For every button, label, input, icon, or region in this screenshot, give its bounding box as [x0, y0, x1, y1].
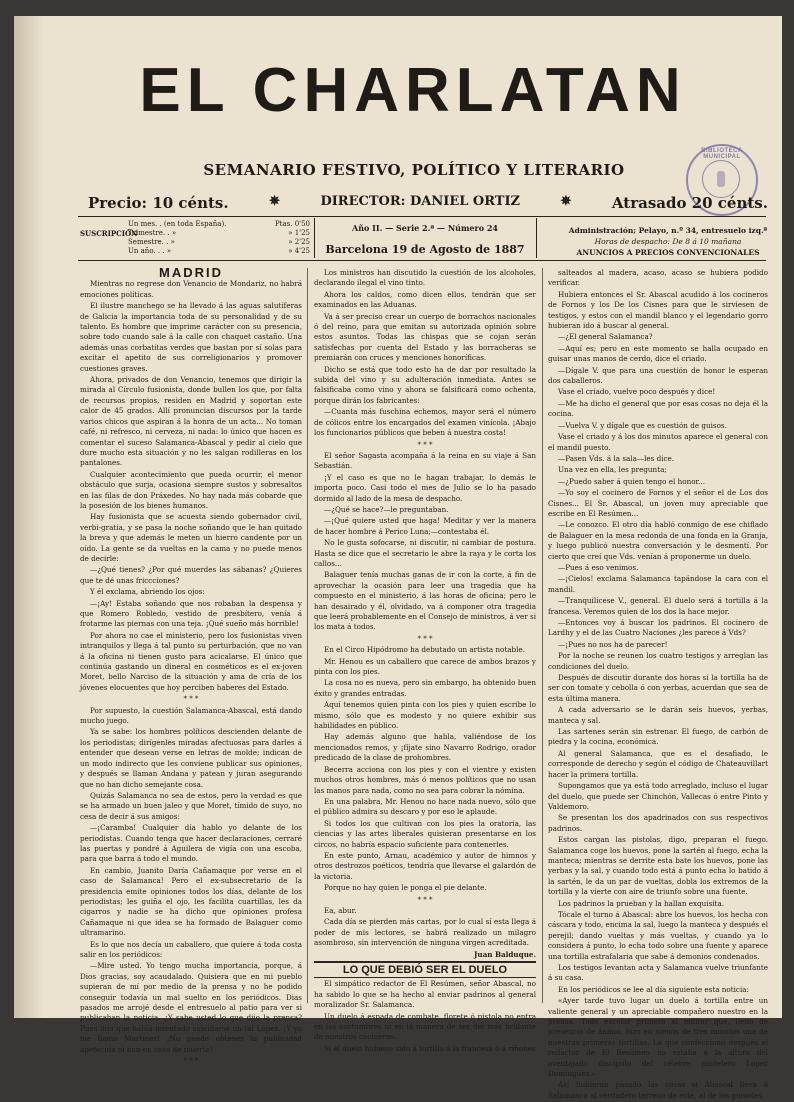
section-separator: * * *: [417, 440, 433, 449]
paragraph: Becerra acciona con los pies y con el vientre y existen muchos otros hombres, más ó menos políticos que no usan las manos para nada, como no sea para cobrar la nómina.: [314, 764, 536, 795]
section-separator: * * *: [183, 1057, 199, 1066]
header-rule-bottom: [78, 260, 766, 261]
paragraph: Estos cargan las pistolas, digo, preparan el fuego. Salamanca coge los huevos, pone la sartén al fuego, echa la manteca; mientras se derrite esta bate los huevos, pone las yerbas y la sal, y cuando todo está á punto echa lo batido á la sartén, le da un par de vueltas, dobla los extremos de la tortilla y la vierte con aire de triunfo sobre una fuente.: [548, 835, 768, 897]
paragraph: «Ayer tarde tuvo lugar un duelo á tortilla entre un valiente general y un apreciable compañero nuestro en la prensa. Todo escolar primero al militar que, lleno de presencia de ánimo, hizo en menos de tres minutos una de nuestras primeras tortillas. La que confeccionó después el redactor de El Resúmen no estaba á la altura del aventajado discípulo del célebre pastelero Lopez Dominguez.»: [548, 996, 768, 1079]
issue-info: [320, 223, 530, 256]
paragraph: —Me ha dicho el general que por esas cosas no deja él la cocina.: [548, 398, 768, 419]
stamp-emblem-icon: [717, 171, 725, 187]
paragraph: En una palabra, Mr. Henou no hace nada nuevo, sólo que el público admira su descaro y por eso le aplaude.: [314, 796, 536, 817]
paragraph: —Mire usted. Yo tengo mucha importancia, porque, á Dios gracias, soy acaudalado. Quisiera que en mi pueblo supieran de mí por medio de la prensa y no he podido conseguir todavía un mal suelto en los periódicos. Dias pasados me arrojé desde el entresuelo al patio para ver si publicaban la noticia. ¿Y sabe usted lo que dijo la prensa? Pues dijo que había intentado suicidarse un tal López. ¡Y yo me llamo Martínez! ¡No puede obtener la publicidad apetecida ni aun en caso de muerte!: [80, 961, 302, 1054]
column-middle: [314, 268, 536, 1055]
paragraph: Supongamos que ya está todo arreglado, incluso el lugar del duelo, que puede ser Chinchón, Vallecas ó entre Pinto y Valdemoro.: [548, 781, 768, 811]
paragraph: Es lo que nos decía un caballero, que quiere á toda costa salir en los periódicos:: [80, 939, 302, 959]
paragraph: —Le conozco. El otro día habló conmigo de ese chiflado de Balaguer en la mesa redonda de una fonda en la Granja, y luego publicó nuestra conversación y le desmentí. Por cierto que creí que Vds. venían á proponerme un duelo.: [548, 520, 768, 561]
paragraph: Va á ser preciso crear un cuerpo de borrachos nacionales ó del reino, para que emitan su autorizada opinión sobre estos asuntos. Todas las chispas que se cojan serán satisfechas por cuenta del Estado y las borracheras se premiarán con cruces y menciones honoríficas.: [314, 311, 536, 363]
paragraph: —¡Ay! Estaba soñando que nos robaban la despensa y que Romero Robledo, vestido de presbítero, venía á frotarme las piernas con una teja. ¡Qué sueño más horrible!: [80, 598, 302, 629]
paragraph: —Yo soy el cocinero de Fornos y el señor el de Los dos Cisnes... El Sr. Abascal, un joven muy apreciable que escribe en El Resúmen...: [548, 488, 768, 518]
subscription-row: Semestre. . » » 2'25: [128, 238, 310, 246]
paragraph: —¿El general Salamanca?: [558, 332, 653, 342]
paragraph: Vase el criado, vuelve poco después y dice!: [558, 387, 716, 397]
paragraph: Quizás Salamanca no sea de estos, pero la verdad es que se ha armado un buen jaleo y que Moret, tímido de suyo, no cesa de decir á sus amigos:: [80, 790, 302, 821]
paragraph: En el Circo Hipódromo ha debutado un artista notable.: [324, 645, 525, 655]
paragraph: Por ahora no cae el ministerio, pero los fusionistas viven intranquilos y llega á tal punto su perturbación, que no van á la oficina ni tienen gusto para acicalarse. El único que continúa gastando un dineral en cosméticos es el ex-joven Moret, bello Narciso de la situación y ama de cría de los jóvenes elocuentes que hoy perciben haberes del Estado.: [80, 630, 302, 692]
subscription-label: SUSCRIPCIÓN: [80, 229, 138, 238]
admin-ads: ANUNCIOS A PRECIOS CONVENCIONALES: [576, 248, 760, 257]
subscription-row: Un año. . . » » 4'25: [128, 247, 310, 255]
paragraph: Las sartenes serán sin estrenar. El fuego, de carbón de piedra y la cocina, económica.: [548, 727, 768, 747]
paragraph: —¡Qué quiere usted que haga! Meditar y ver la manera de hacer hombre á Perico Luna;—contestaba él.: [314, 516, 536, 536]
paragraph: No le gusta sofocarse, ni discutir, ni cambiar de postura. Hasta se dice que el secretario le abre la raya y le corta los callos...: [314, 538, 536, 568]
paragraph: Después de discutir durante dos horas si la tortilla ha de ser con tomate y cebolla ó con yerbas, acuerdan que sea de esta última manera.: [548, 673, 768, 703]
paragraph: Ea, abur.: [324, 905, 357, 915]
paragraph: Un duelo á espada de combate, florete ó pistola no entra en las costumbres ni en la manera de ser del más brillante de nuestros cocineros.: [314, 1011, 536, 1042]
paragraph: Vase el criado y á los dos minutos aparece el general con el mandil puesto.: [548, 432, 768, 452]
column-right: [548, 268, 768, 1102]
paragraph: A cada adversario se le darán seis huevos, yerbas, manteca y sal.: [548, 705, 768, 725]
section-separator: * * *: [417, 895, 433, 904]
paragraph: Hay fusionista que se acuesta siendo gobernador civil, verbi-gratia, y se pasa la noche soñando que le han quitado la breva y que además le meten un hierro candente por un oído. La gente se da vueltas en la cama y no puede menos de decirle:: [80, 512, 302, 563]
admin-address: Administración; Pelayo, n.º 34, entresuelo izq.ª: [568, 226, 768, 235]
paragraph: En este punto, Arnau, académico y autor de himnos y otros destrozos poéticos, tendría que llevarse el galardón de la victoria.: [314, 850, 536, 881]
header-rule-top: [78, 216, 766, 217]
stamp-text: BIBLIOTECA MUNICIPAL: [701, 148, 743, 160]
paragraph: —¡Cielos! exclama Salamanca tapándose la cara con el mandil.: [548, 574, 768, 594]
paragraph: Se presentan los dos apadrinados con sus respectivos padrinos.: [548, 813, 768, 833]
paragraph: El ilustre manchego se ha llevado á las aguas salutíferas de Galicia la importancia toda de su personalidad y de su talento. Es hombre que imprime carácter con su presencia, sobre todo cuando sale á la calle con chaquet castaño. Una además unas corbatitas verdes que bastan por sí solas para excitar el apetito de sus correligionarios y promover cuestiones graves.: [80, 301, 302, 373]
paragraph: —Tranquilícese V., general. El duelo será á tortilla á la francesa. Veremos quien de los dos la hace mejor.: [548, 596, 768, 616]
paragraph: Aquí tenemos quien pinta con los pies y quien escribe lo mismo, sólo que es modesto y no quiere exhibir sus habilidades en público.: [314, 700, 536, 731]
page-edge-shadow: [14, 16, 44, 1018]
administration-info: [568, 225, 768, 258]
paragraph: —Cuanta más fuschina echemos, mayor será el número de cólicos entre los encargados del examen vinícola. ¡Abajo los funcionarios públicos que beben á nuestra costa!: [314, 407, 536, 438]
paragraph: Porque no hay quien le ponga el pie delante.: [324, 883, 487, 893]
paragraph: Ahora, privados de don Venancio, tenemos que dirigir la mirada al Círculo fusionista, donde bullen los que, por falta de recursos propios, residen en Madrid y soportan este calor de 45 grados. Allí pronuncian discursos por la tarde varios chicos que aspiran á la honra de un acta... No toman café, ni refresco, ni cerveza, ni nada: lo único que hacen es comentar el suceso Salamanca-Abascal y pedir al cielo que dure mucho esta situación y no les salgan rodilleras en los pantalones.: [80, 375, 302, 468]
director-label: DIRECTOR: DANIEL ORTIZ: [320, 194, 521, 209]
paragraph: —¿Qué tienes? ¿Por qué muerdes las sábanas? ¿Quieres que te dé unas friccciones?: [80, 565, 302, 585]
header-divider: [314, 218, 315, 258]
paragraph: Si todos los que cultivan con los pies la oratoria, las ciencias y las artes liberales quisieran presentarse en los circos, no habría espacio suficiente para contenerles.: [314, 818, 536, 849]
paragraph: Una vez en ella, les pregunta;: [558, 465, 667, 475]
late-issue-price: Atrasado 20 cénts.: [611, 194, 768, 212]
paragraph: Tócale el turno á Abascal: abre los huevos, los hecha con cáscara y todo, encima la sal, luego la manteca y después el perejil; dando vueltas y más vueltas, y cuando ya lo considera á punto, lo echa todo sobre una fuente y aparece una tortilla estrafalaria que sabe á demonios condenados.: [548, 909, 768, 961]
paragraph: Los padrinos la prueban y la hallan exquisita.: [558, 898, 725, 908]
paragraph: Por supuesto, la cuestión Salamanca-Abascal, está dando mucho juego.: [80, 705, 302, 726]
admin-hours: Horas de despacho: De 8 á 10 mañana: [594, 237, 742, 246]
info-bar: [88, 194, 768, 212]
ornament-icon: ✵: [269, 194, 280, 209]
paragraph: La cosa no es nueva, pero sin embargo, ha obtenido buen éxito y grandes entradas.: [314, 678, 536, 698]
column-divider: [542, 268, 543, 1003]
paragraph: Así hubieran pasado las cosas si Abascal lleva á Salamanca al verdadero terreno de este, al de los guisotes.: [548, 1080, 768, 1100]
paragraph: salteados al madera, acaso, acaso se hubiera podido verificar.: [548, 268, 768, 288]
issue-number: Año II. — Serie 2.ª — Número 24: [352, 223, 498, 233]
paragraph: —Pasen Vds. á la sala—les dice.: [558, 453, 675, 463]
paragraph: —Entonces voy á buscar los padrinos. El cocinero de Lardhy y el de las Cuatro Naciones ¿les parece á Vds?: [548, 618, 768, 638]
header-divider: [536, 218, 537, 258]
paragraph: Cualquier acontecimiento que pueda ocurrir, el menor obstáculo que surja, ocasiona siempre sustos y sobresaltos en las filas de don Práxedes. No hay nada más cobarde que la posesión de los bienes humanos.: [80, 469, 302, 510]
column-madrid: [80, 265, 302, 1067]
masthead-title: EL CHARLATAN: [139, 56, 687, 125]
paragraph: Al general Salamanca, que es el desafiado, le corresponde de derecho y según el código de Chateauvillart hacer la primera tortilla.: [548, 748, 768, 779]
paragraph: Por la noche se reunen los cuatro testigos y arreglan las condiciones del duelo.: [548, 651, 768, 671]
paragraph: Cada día se pierden más cartas, por lo cual sí esta llega á poder de mis lectores, se habrá realizado un milagro asombroso, sin intervención de ninguna virgen acreditada.: [314, 917, 536, 948]
newspaper-page: [14, 16, 782, 1100]
paragraph: Mientras no regrese don Venancio de Mondariz, no habrá emociones políticas.: [80, 279, 302, 299]
column-divider: [307, 268, 308, 1003]
paragraph: Ahora los caldos, como dicen ellos, tendrán que ser examinados en las Aduanas.: [314, 289, 536, 310]
subscription-row: Un mes. . (en toda España). Ptas. 0'50: [128, 220, 310, 228]
paragraph: ¡Y el caso es que no le hagan trabajar, lo demás le importa poco. Casi todo el mes de Julio se lo ha pasado dormido al lado de la mesa de despacho.: [314, 472, 536, 503]
masthead-subtitle: SEMANARIO FESTIVO, POLÍTICO Y LITERARIO: [203, 161, 625, 179]
paragraph: —¿Qué se hace?—le preguntaban.: [324, 504, 449, 514]
section-separator: * * *: [417, 634, 433, 643]
paragraph: Hubiera entonces el Sr. Abascal acudido á los cocineros de Fornos y los De los Cisnes para que le sirviesen de testigos, y estos con el mandil blanco y el legendario gorro hubieran ido á buscar al general.: [548, 289, 768, 331]
paragraph: —¡Caramba! Cualquier día hablo yo delante de los periodistas. Cuando tenga que hacer declaraciones, cerraré las puertas y pondré á Aguilera de vigía con una escoba, para que barra á todo el mundo.: [80, 823, 302, 864]
author-signature: Juan Balduque.: [473, 949, 536, 959]
paragraph: —Aquí es; pero en este momento se halla ocupado en guisar unas manos de cerdo, dice el criado.: [548, 343, 768, 364]
paragraph: —Vuelva V. y dígale que es cuestión de guisos.: [558, 420, 727, 430]
paragraph: Dicho se está que todo esto ha de dar por resultado la subida del vino y su adulteración inmediata. Antes se falsificaba como vino y ahora se falsificará como ochenta, porque dirán los fabricantes:: [314, 364, 536, 405]
paragraph: En cambio, Juanito Daría Cañamaque por verse en el caso de Salamanca! Pero el ex-subsecretario de la presidencia emite opiniones todos los días, delante de los periodistas; les guiña el ojo, les facilita cuartillas, les da cigarros y nadie se ha dicho que opiniones profesa Cañamaque ni que idea se ha formado de Balaguer como ultramarino.: [80, 865, 302, 938]
ornament-icon: ✵: [560, 194, 572, 209]
subscription-row: Trimestre. . » » 1'25: [128, 229, 310, 237]
issue-date: Barcelona 19 de Agosto de 1887: [325, 243, 525, 256]
paragraph: Los testigos levantan acta y Salamanca vuelve triunfante á su casa.: [548, 963, 768, 983]
section-separator: * * *: [183, 695, 199, 704]
paragraph: Mr. Henou es un caballero que carece de ambos brazos y pinta con los pies.: [314, 656, 536, 677]
article-title: LO QUE DEBIÓ SER EL DUELO: [314, 961, 536, 978]
paragraph: —Pues á eso venimos.: [558, 562, 639, 572]
article-title: MADRID: [159, 265, 223, 280]
paragraph: —Dígale V. que para una cuestión de honor le esperan dos caballeros.: [548, 365, 768, 386]
paragraph: Y él exclama, abriendo los ojos:: [90, 587, 205, 597]
paragraph: Balaguer tenía muchas ganas de ir con la corte, á fin de aprovechar la ocasión para leer una tragedia que ha compuesto en el ministerio, á las horas de oficina; pero le han desairado y él, olvidado, va á componer otra tragedia que leerá probablemente en el Consejo de ministros, á ver si los mata á todos.: [314, 570, 536, 632]
paragraph: Ya se sabe: los hombres políticos descienden delante de los periodistas; dirígenles miradas afectuosas para darles á entender que desean verse en letras de molde; indican de un modo indirecto que les conviene publicar sus opiniones, y después se llaman Andana y patean y juran asegurando que no han dicho semejante cosa.: [80, 727, 302, 789]
paragraph: El simpático redactor de El Resúmen, señor Abascal, no ha sabido lo que se ha hecho al enviar padrinos al general moralizador Sr. Salamanca.: [314, 979, 536, 1010]
paragraph: Hay además alguno que habla, valiéndose de los mencionados remos, y ¡fíjate sino Navarro Rodrigo, orador predicado de la clase de prohombres.: [314, 732, 536, 763]
paragraph: —¿Puedo saber á quien tengo el honor...: [558, 476, 706, 486]
paragraph: Los ministros han discutido la cuestión de los alcoholes, declarando ilegal el vino tinto.: [314, 268, 536, 288]
price-label: Precio: 10 cénts.: [88, 194, 229, 212]
paragraph: El señor Sagasta acompaña á la reina en su viaje á San Sebastián.: [314, 450, 536, 471]
paragraph: En los periódicos se lee al día siguiente esta noticia:: [558, 984, 749, 994]
paragraph: Si el duelo hubiese sido á tortilla á la francesa ó á riñones: [324, 1043, 536, 1053]
paragraph: —¡Pues no nos ha de parecer!: [558, 639, 668, 649]
